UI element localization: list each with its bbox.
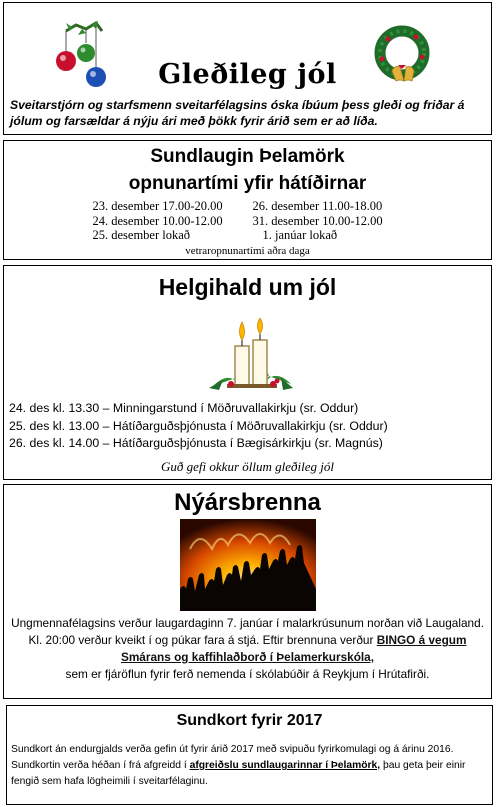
blessing-text: Guð gefi okkur öllum gleðileg jól	[161, 459, 334, 474]
hours-row	[4, 228, 491, 243]
services-list	[9, 400, 388, 453]
worship-section	[3, 265, 492, 480]
greeting-title: Gleðileg jól	[158, 59, 337, 90]
bonfire-title: Nýársbrenna	[174, 489, 321, 516]
hours-cell: 31. desember 10.00-12.00	[252, 213, 383, 228]
hours-cell: 26. desember 11.00-18.00	[252, 199, 383, 213]
service-item: 24. des kl. 13.30 – Minningarstund í Möðruvallakirkju (sr. Oddur)	[9, 401, 359, 415]
greeting-message: Sveitarstjórn og starfsmenn sveitarfélagsins óska íbúum þess gleði og friðar á jólum og farsældar á nýju ári með þökk fyrir árið sem er að líða.	[10, 98, 465, 128]
bonfire-section	[3, 484, 492, 699]
swimcard-text-part: þau geta þeir einir fengið sem hafa lögheimili í sveitarfélaginu.	[11, 760, 466, 787]
pool-title: Sundlaugin Þelamörk	[150, 146, 345, 167]
pool-hours-section	[3, 140, 492, 260]
service-item: 26. des kl. 14.00 – Hátíðarguðsþjónusta í Bægisárkirkju (sr. Magnús)	[9, 436, 383, 450]
swimcard-description	[11, 742, 488, 790]
bonfire-text-part: Ungmennafélagsins verður laugardaginn 7. janúar í malarkrúsunum norðan við Laugaland. Kl. 20:00 verður kveikt í og púkar fara á stjá. Eftir brennuna verður	[11, 616, 484, 647]
swimcard-section	[6, 705, 493, 805]
swimcard-title: Sundkort fyrir 2017	[176, 712, 323, 729]
bonfire-text-part: sem er fjáröflun fyrir ferð nemenda í skólabúðir á Reykjum í Hrútafirði.	[65, 667, 430, 681]
hours-row	[4, 199, 491, 214]
swimcard-highlight: afgreiðslu sundlaugarinnar í Þelamörk,	[189, 760, 381, 771]
bonfire-photo	[180, 519, 316, 611]
winter-hours-note: vetraropnunartími aðra daga	[185, 244, 310, 257]
bingo-highlight: BINGO á vegum Smárans og kaffihlaðborð í Þelamerkurskóla,	[120, 633, 467, 664]
hours-cell: 1. janúar lokað	[262, 228, 338, 242]
pool-subtitle: opnunartími yfir hátíðirnar	[128, 173, 367, 194]
bonfire-description	[10, 615, 485, 683]
worship-title: Helgihald um jól	[158, 274, 337, 300]
greeting-section	[3, 2, 492, 135]
pool-hours-table	[4, 199, 491, 258]
hours-cell: 23. desember 17.00-20.00	[92, 199, 223, 213]
hours-cell: 25. desember lokað	[92, 228, 191, 242]
candles-icon	[207, 318, 297, 394]
service-item: 25. des kl. 13.00 – Hátíðarguðsþjónusta í Möðruvallakirkju (sr. Oddur)	[9, 418, 388, 433]
hours-cell: 24. desember 10.00-12.00	[92, 213, 223, 228]
swimcard-text-part: Sundkort án endurgjalds verða gefin út fyrir árið 2017 með svipuðu fyrirkomulagi og á árinu 2016. Sundkortin verða héðan í frá afgreidd í	[11, 744, 454, 771]
hours-row	[4, 214, 491, 229]
